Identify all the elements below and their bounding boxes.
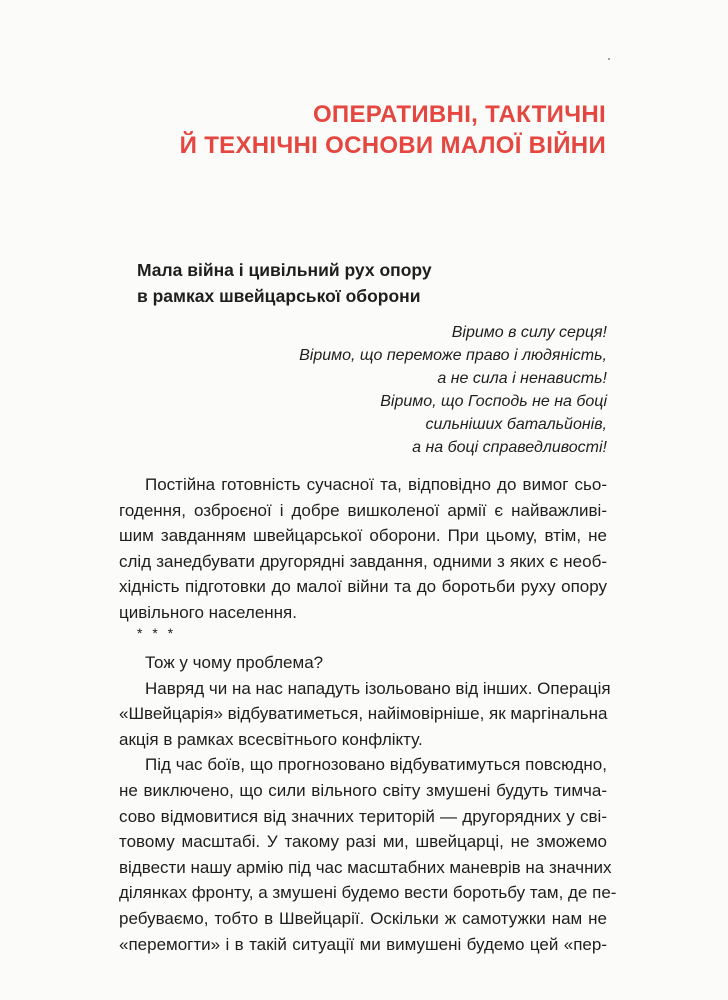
- text-line: Навряд чи на нас нападуть ізольовано від інших. Операція: [145, 678, 611, 698]
- chapter-title: [180, 99, 606, 161]
- text-line: ділянках фронту, а змушені будемо вести боротьбу там, де пе-: [119, 883, 617, 903]
- text-line: акція в рамках всесвітнього конфлікту.: [119, 729, 423, 749]
- text-line: цивільного населення.: [119, 602, 297, 622]
- paragraph-1: [119, 472, 607, 626]
- text-line: хідність підготовки до малої війни та до боротьби руху опору: [119, 577, 607, 597]
- epigraph-line: сильніших батальйонів,: [425, 416, 607, 433]
- print-speck: [608, 58, 610, 60]
- section-separator: * * *: [137, 625, 177, 641]
- text-line: Постійна готовність сучасної та, відповідно до вимог сьо-: [145, 475, 607, 494]
- epigraph: [299, 321, 607, 459]
- epigraph-line: а не сила і ненависть!: [437, 370, 607, 387]
- text-line: сово відмовитися від значних територій — другорядних у сві-: [119, 806, 607, 826]
- section-heading: [137, 257, 432, 309]
- text-line: «Швейцарія» відбуватиметься, найімовірніше, як маргінальна: [119, 704, 608, 724]
- paragraph-2: [119, 650, 617, 957]
- text-line: годення, озброєної і добре вишколеної армії є найважливі-: [119, 500, 607, 520]
- epigraph-line: Віримо, що Господь не на боці: [380, 393, 607, 410]
- text-line: Тож у чому проблема?: [145, 653, 324, 672]
- chapter-title-line-2: Й ТЕХНІЧНІ ОСНОВИ МАЛОЇ ВІЙНИ: [179, 132, 606, 159]
- text-line: Під час боїв, що прогнозовано відбуватимуться повсюдно,: [145, 755, 607, 775]
- text-line: відвести нашу армію під час масштабних маневрів на значних: [119, 857, 612, 877]
- section-heading-line-2: в рамках швейцарської оборони: [137, 286, 421, 306]
- epigraph-line: Віримо в силу серця!: [451, 324, 607, 341]
- text-line: не виключено, що сили вільного світу змушені будуть тимча-: [119, 780, 607, 800]
- section-heading-line-1: Мала війна і цивільний рух опору: [137, 260, 432, 280]
- text-line: товому масштабі. У такому разі ми, швейцарці, не зможемо: [119, 832, 607, 852]
- chapter-title-line-1: ОПЕРАТИВНІ, ТАКТИЧНІ: [312, 101, 606, 128]
- text-line: «перемогти» і в такій ситуації ми вимушені будемо цей «пер-: [119, 934, 607, 954]
- epigraph-line: Віримо, що переможе право і людяність,: [299, 347, 607, 364]
- text-line: шим завданням швейцарської оборони. При цьому, втім, не: [119, 526, 607, 546]
- epigraph-line: а на боці справедливості!: [412, 439, 607, 456]
- text-line: ребуваємо, тобто в Швейцарії. Оскільки ж самотужки нам не: [119, 908, 607, 928]
- text-line: слід занедбувати другорядні завдання, одними з яких є необ-: [119, 551, 607, 571]
